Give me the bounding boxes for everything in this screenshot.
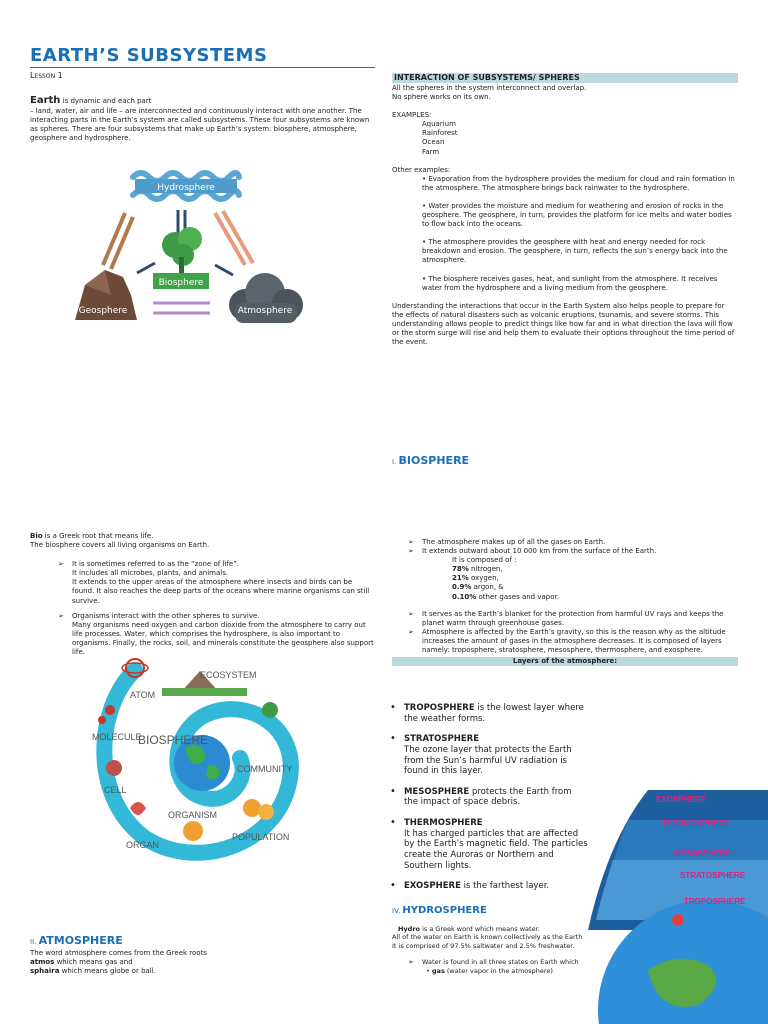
lesson-label: Lesson 1 (30, 71, 63, 80)
other-example-list (392, 175, 738, 293)
layer-exosphere (390, 881, 588, 892)
bio-line-2: The biosphere covers all living organisms on Earth. (30, 541, 210, 550)
biosphere-title: BIOSPHERE (398, 454, 470, 467)
arrow-icon (137, 263, 155, 273)
other-example-item: • The atmosphere provides the geosphere with heat and energy needed for rock breakdown and erosion. The geosphere, in turn, reflects the sun’s energy back into the atmosphere. (422, 238, 728, 265)
interaction-heading: INTERACTION OF SUBSYSTEMS/ SPHERES (392, 73, 738, 83)
understanding-paragraph: Understanding the interactions that occur in the Earth System also helps people to prepare for the effects of natural disasters such as volcanic eruptions, tsunamis, and severe storms. This understanding allows people to predict things like how far and in what direction the lava will flow or the storm surge will rise and help them to evaluate their options throughout the time period of the event. (392, 301, 735, 347)
example-item: Farm (422, 147, 440, 156)
bullet-line: ➢ It is sometimes referred to as the “zone of life”. (72, 560, 240, 569)
gas-name: argon, & (471, 583, 504, 592)
gas-percent: 78% (452, 565, 469, 574)
layer-desc: is the farthest layer. (460, 881, 550, 892)
spiral-label-community: COMMUNITY (237, 764, 293, 774)
atmosphere-origin (30, 949, 370, 976)
spiral-label-molecule: MOLECULE (92, 732, 142, 742)
layer-name: STRATOSPHERE (404, 734, 480, 745)
other-example-item: • The biosphere receives gases, heat, and sunlight from the atmosphere. It receives water from the hydrosphere and a living medium from the geosphere. (422, 274, 718, 292)
sphaira-word: sphaira (30, 967, 60, 976)
biosphere-body (30, 532, 375, 663)
spiral-label-ecosystem: ECOSYSTEM (200, 670, 257, 680)
diagram-label-biosphere: Biosphere (158, 278, 204, 288)
community-tree-icon (262, 702, 278, 718)
biosphere-num: I. (392, 458, 397, 466)
intro-lead: Earth (30, 95, 61, 106)
population-fox-icon (258, 804, 274, 820)
layer-name: TROPOSPHERE (404, 703, 475, 713)
hydro-sub-item: • gas (water vapor in the atmosphere) (426, 966, 553, 975)
img-label-exosphere: EXOSPHERE (656, 795, 706, 804)
other-examples-label: Other examples: (392, 165, 451, 174)
hydrosphere-heading (392, 904, 487, 917)
earth-system-diagram (75, 165, 315, 335)
list-item: ➢ Atmosphere is affected by the Earth’s gravity, so this is the reason why as the altitude increases the amount of gases in the atmosphere decreases. It is composed of layers namely: troposphere, stratosphere, mesosphere, thermosphere, and exosphere. (406, 628, 738, 655)
organism-fox-icon (183, 821, 203, 841)
atmosphere-origin-line: The word atmosphere comes from the Greek roots (30, 949, 207, 957)
list-item: ➢ Water is found in all three states on Earth which (406, 958, 588, 966)
atmos-rest: which means gas and (54, 958, 133, 967)
img-label-stratosphere: STRATOSPHERE (680, 871, 746, 880)
hydrosphere-num: IV. (392, 907, 401, 915)
layer-stratosphere (390, 734, 588, 777)
spiral-label-atom: ATOM (130, 690, 156, 700)
atmosphere-title: ATMOSPHERE (38, 934, 123, 947)
gas-name: other gases and vapor. (476, 592, 559, 601)
layer-name: THERMOSPHERE (404, 818, 483, 828)
layer-name: EXOSPHERE (404, 881, 461, 892)
layer-desc: protects the Earth from the impact of space debris. (404, 786, 572, 808)
ecosystem-ground-icon (162, 688, 247, 696)
title-divider (30, 67, 375, 68)
layer-troposphere (390, 703, 588, 724)
cell-icon (106, 760, 122, 776)
population-fox-icon (243, 799, 261, 817)
spiral-label-organism: ORGANISM (168, 810, 218, 820)
example-list (392, 120, 742, 156)
example-item: Aquarium (422, 120, 456, 129)
hydro-word: Hydro (398, 925, 421, 933)
layer-mesosphere (390, 787, 588, 808)
list-item: ➢ It extends outward about 10 000 km from the surface of the Earth. (406, 547, 738, 556)
diagram-label-hydrosphere: Hydrosphere (157, 183, 215, 193)
hydrosphere-title: HYDROSPHERE (402, 905, 487, 916)
bullet-line: It includes all microbes, plants, and animals. (72, 569, 229, 578)
intro-paragraph (30, 94, 375, 143)
gas-percent: 21% (452, 574, 469, 583)
spiral-label-cell: CELL (104, 785, 127, 795)
gas-composition (392, 556, 738, 601)
molecule-icon (98, 716, 106, 724)
hydro-line-3: It is comprised of 97.5% saltwater and 2.5% freshwater. (392, 941, 575, 950)
bullet-line: ➢ Organisms interact with the other spheres to survive. (72, 611, 260, 620)
other-example-item: • Water provides the moisture and medium for weathering and erosion of rocks in the geosphere. The geosphere, in turn, provides the platform for ice melts and water bodies to flow back into the oceans. (422, 201, 732, 229)
bullet-line: Many organisms need oxygen and carbon dioxide from the atmosphere to carry out life processes. Water, which comprises the hydrosphere, is also important to organisms. Finally, the rocks, soil, and minerals constitute the geosphere also support life. (72, 620, 374, 657)
atmosphere-bullet-list (392, 538, 738, 556)
other-example-item: • Evaporation from the hydrosphere provides the medium for cloud and rain formation in the atmosphere. The atmosphere brings back rainwater to the hydrosphere. (422, 174, 735, 192)
spiral-label-organ: ORGAN (126, 840, 160, 850)
atmosphere-bullet-list-2 (392, 610, 738, 655)
layers-heading: Layers of the atmosphere: (392, 657, 738, 666)
hydro-line-2: All of the water on Earth is known collectively as the Earth (392, 933, 583, 942)
biosphere-heading (392, 454, 469, 468)
gas-percent: 0.10% (452, 592, 477, 601)
bio-rest: is a Greek root that means life. (42, 532, 154, 540)
example-item: Rainforest (422, 129, 458, 138)
list-item: ➢ It serves as the Earth’s blanket for the protection from harmful UV rays and keeps the planet warm through greenhouse gases. (406, 610, 738, 628)
gas-name: oxygen, (468, 574, 499, 583)
layer-desc: The ozone layer that protects the Earth from the Sun’s harmful UV radiation is found in this layer. (404, 744, 572, 777)
hydro-rest: is a Greek word which means water. (420, 925, 540, 933)
diagram-label-geosphere: Geosphere (78, 306, 128, 316)
layers-list (390, 703, 588, 902)
atmosphere-heading (30, 934, 123, 948)
img-label-mesosphere: MESOSPHERE (674, 849, 731, 858)
sphaira-rest: which means globe or ball. (59, 967, 156, 976)
example-item: Ocean (422, 138, 445, 147)
biosphere-bullet-list (30, 560, 375, 657)
page-title: EARTH’S SUBSYSTEMS (30, 45, 268, 66)
list-item (56, 560, 375, 605)
levels-of-organization-spiral (90, 648, 305, 863)
img-label-troposphere: TROPOSPHERE (684, 897, 746, 906)
atmos-word: atmos (30, 958, 55, 967)
bullet-line: It extends to the upper areas of the atmosphere where insects and birds can be found. It also reaches the deep parts of the oceans where marine organisms can still survive. (72, 578, 370, 605)
diagram-label-atmosphere: Atmosphere (237, 306, 293, 316)
hydrosphere-body (392, 925, 588, 975)
hydro-sub-bold: gas (431, 966, 445, 975)
gas-name: nitrogen, (468, 565, 503, 574)
bio-word: Bio (30, 532, 43, 540)
composed-label: It is composed of : (452, 556, 517, 565)
layer-desc: It has charged particles that are affected by the Earth’s magnetic field. The particles create the Auroras or Northern and Southern lights. (404, 828, 588, 871)
molecule-icon (105, 705, 115, 715)
hydro-sub-rest: (water vapor in the atmosphere) (444, 966, 553, 975)
layer-name: MESOSPHERE (404, 786, 470, 797)
spiral-label-population: POPULATION (232, 832, 290, 842)
list-item: ➢ The atmosphere makes up of all the gases on Earth. (406, 538, 738, 547)
layer-thermosphere (390, 818, 588, 871)
interaction-line-1: All the spheres in the system interconnect and overlap. (392, 84, 587, 92)
atmosphere-layers-illustration (588, 780, 768, 1024)
interaction-intro (392, 84, 742, 347)
atmosphere-num: II. (30, 938, 37, 946)
spiral-label-biosphere: BIOSPHERE (138, 733, 209, 747)
atmosphere-facts (392, 538, 738, 655)
intro-rest: is dynamic and each part (60, 97, 152, 105)
intro-body: – land, water, air and life – are interconnected and continuously interact with one another. The interacting parts in the Earth’s system are called subsystems. These four subsystems are known as spheres. There are four subsystems that make up Earth’s system: biosphere, atmosphere, geosphere and hydrosphere. (30, 107, 370, 143)
layer-desc: is the lowest layer where the weather forms. (404, 703, 584, 724)
balloon-icon (672, 914, 684, 926)
gas-percent: 0.9% (452, 583, 472, 592)
arrow-icon (215, 265, 233, 275)
interaction-line-2: No sphere works on its own. (392, 93, 491, 102)
examples-label: EXAMPLES: (392, 111, 432, 120)
img-label-thermosphere: THERMOSPHERE (662, 819, 730, 828)
organ-icon (130, 802, 146, 815)
hydrosphere-bullet-list (392, 958, 588, 966)
